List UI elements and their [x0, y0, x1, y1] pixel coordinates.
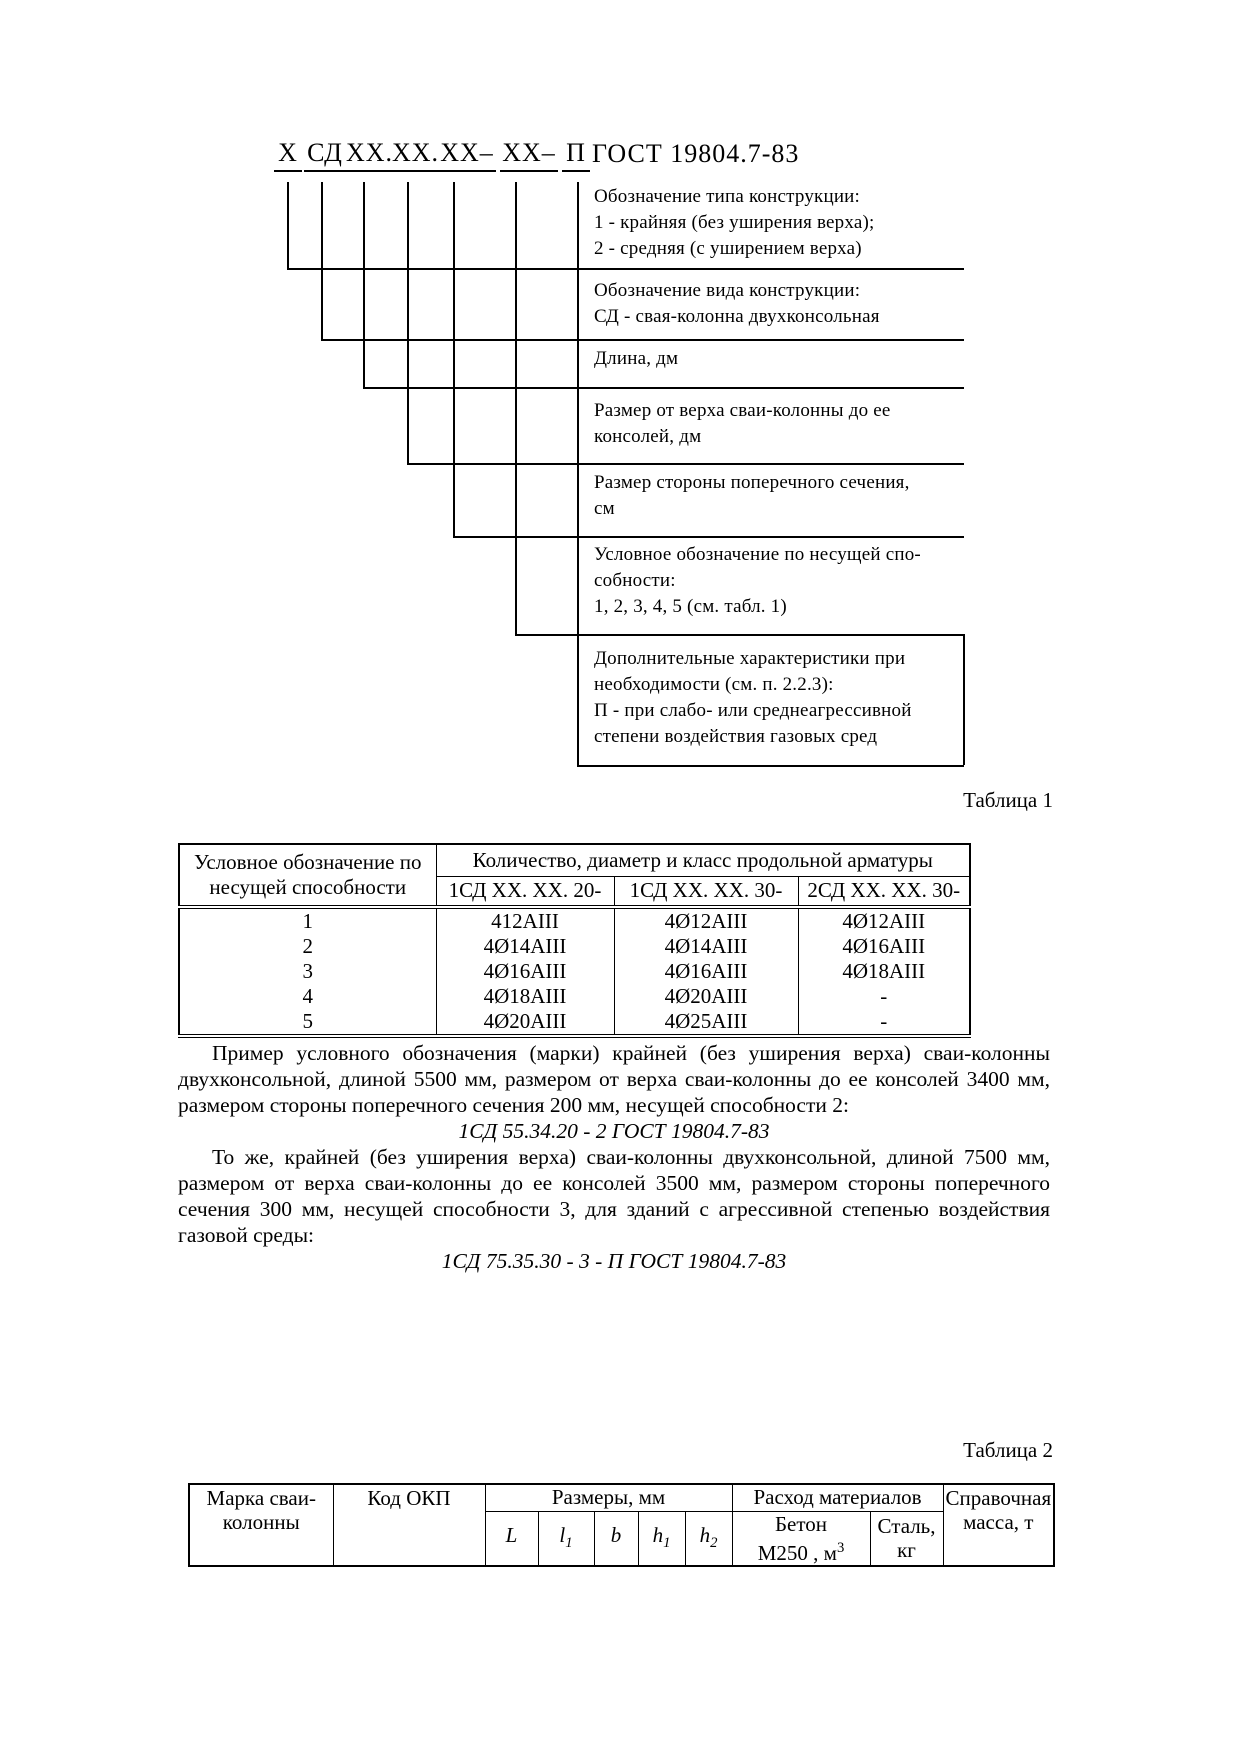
t1-cell: 4Ø25АIII	[614, 1009, 798, 1036]
table1-header-group: Количество, диаметр и класс продольной арматуры	[436, 844, 970, 876]
diagram-hline	[287, 268, 964, 270]
example-mark-1: 1СД 55.34.20 - 2 ГОСТ 19804.7-83	[458, 1119, 770, 1143]
example-mark-2: 1СД 75.35.30 - 3 - П ГОСТ 19804.7-83	[441, 1249, 787, 1273]
diagram-vline	[287, 182, 289, 268]
table2	[188, 1483, 1055, 1567]
table1	[178, 843, 971, 1038]
gost-number: ГОСТ 19804.7-83	[592, 139, 800, 168]
table-row	[179, 984, 970, 1009]
diagram-vline	[321, 182, 323, 339]
diagram-note-section: Размер стороны поперечного сечения, см	[594, 472, 910, 519]
table1-subheader: 2СД XX. XX. 30-	[798, 876, 970, 907]
table1-subheader: 1СД XX. XX. 20-	[436, 876, 614, 907]
diagram-vline	[453, 182, 455, 536]
t1-cell: -	[798, 984, 970, 1009]
t1-cell: 4Ø20АIII	[436, 1009, 614, 1036]
table2-subheader-steel: Сталь, кг	[870, 1511, 943, 1566]
t1-cell: 4Ø18АIII	[798, 959, 970, 984]
table2-header-dimensions: Размеры, мм	[485, 1484, 732, 1511]
diagram-note-extra: Дополнительные характеристики при необходимости (см. п. 2.2.3): П - при слабо- или среднеагрессивной степени воздействия газовых сред	[594, 648, 912, 747]
diagram-hline	[321, 339, 964, 341]
t1-cell: 412АIII	[436, 907, 614, 934]
diagram-hline	[407, 463, 964, 465]
example-paragraph-1: Пример условного обозначения (марки) крайней (без уширения верха) сваи-колонны двухконсольной, длиной 5500 мм, размером от верха сваи-колонны до ее консолей 3400 мм, размером стороны поперечного сечения 200 мм, несущей способности 2:	[178, 1041, 1050, 1117]
t1-cell: 4Ø14АIII	[614, 934, 798, 959]
table2-header-mark: Марка сваи- колонны	[189, 1484, 333, 1566]
table2-subheader-h1: $h_1$	[638, 1511, 685, 1566]
diagram-note-top-size: Размер от верха сваи-колонны до ее консолей, дм	[594, 400, 891, 447]
designation-token-extra: П	[562, 139, 590, 172]
t1-cell: 4Ø12АIII	[798, 907, 970, 934]
diagram-hline	[453, 536, 964, 538]
diagram-hline	[515, 634, 964, 636]
table-row	[179, 907, 970, 934]
table2-header-mass: Справочная масса, т	[943, 1484, 1054, 1566]
designation-token-top: XX.	[392, 139, 439, 172]
diagram-hline	[577, 765, 964, 767]
table-row	[179, 934, 970, 959]
diagram-vline	[363, 182, 365, 387]
designation-token-section: XX–	[438, 139, 496, 172]
t1-cell: 4Ø20АIII	[614, 984, 798, 1009]
t1-cell: 4Ø14АIII	[436, 934, 614, 959]
diagram-note-length: Длина, дм	[594, 348, 679, 369]
table1-header-bearing: Условное обозначение по несущей способности	[179, 844, 436, 907]
t1-cell: 2	[179, 934, 436, 959]
t1-cell: 4Ø16АIII	[798, 934, 970, 959]
table2-subheader-b: b	[594, 1511, 638, 1566]
t1-cell: 4Ø18АIII	[436, 984, 614, 1009]
table2-header-okp: Код ОКП	[333, 1484, 485, 1566]
table1-subheader: 1СД XX. XX. 30-	[614, 876, 798, 907]
table2-header-materials: Расход материалов	[732, 1484, 943, 1511]
table-row	[179, 1009, 970, 1036]
example-paragraph-2: То же, крайней (без уширения верха) сваи-колонны двухконсольной, длиной 7500 мм, размером от верха сваи-колонны до ее консолей 3500 мм, размером стороны поперечного сечения 300 мм, несущей способности 3, для зданий с агрессивной степенью воздействия газовой среды:	[178, 1145, 1050, 1247]
table-row	[179, 959, 970, 984]
table2-subheader-l1: $l_1$	[538, 1511, 594, 1566]
t1-cell: 4Ø12АIII	[614, 907, 798, 934]
table2-subheader-h2: $h_2$	[685, 1511, 732, 1566]
diagram-note-bearing: Условное обозначение по несущей спо- собности: 1, 2, 3, 4, 5 (см. табл. 1)	[594, 544, 921, 617]
table1-caption: Таблица 1	[963, 788, 1053, 812]
designation-token-bearing: XX–	[500, 139, 558, 172]
table2-caption: Таблица 2	[963, 1438, 1053, 1462]
t1-cell: 1	[179, 907, 436, 934]
t1-cell: 3	[179, 959, 436, 984]
t1-cell: 5	[179, 1009, 436, 1036]
t1-cell: 4Ø16АIII	[614, 959, 798, 984]
diagram-note-kind: Обозначение вида конструкции: СД - свая-колонна двухконсольная	[594, 280, 880, 327]
t1-cell: 4	[179, 984, 436, 1009]
table2-subheader-L: L	[485, 1511, 538, 1566]
t1-cell: -	[798, 1009, 970, 1036]
diagram-note-type: Обозначение типа конструкции: 1 - крайняя (без уширения верха); 2 - средняя (с уширением верха)	[594, 186, 875, 259]
body-text	[178, 1040, 1050, 1274]
table2-subheader-concrete: Бетон М250 , $м^3$	[732, 1511, 870, 1566]
designation-token-type: X	[274, 139, 302, 172]
designation-token-kind: СД	[304, 139, 346, 172]
t1-cell: 4Ø16АIII	[436, 959, 614, 984]
designation-token-length: XX.	[346, 139, 393, 172]
diagram-vline	[407, 182, 409, 463]
diagram-hline	[363, 387, 964, 389]
diagram-vline	[515, 182, 517, 634]
